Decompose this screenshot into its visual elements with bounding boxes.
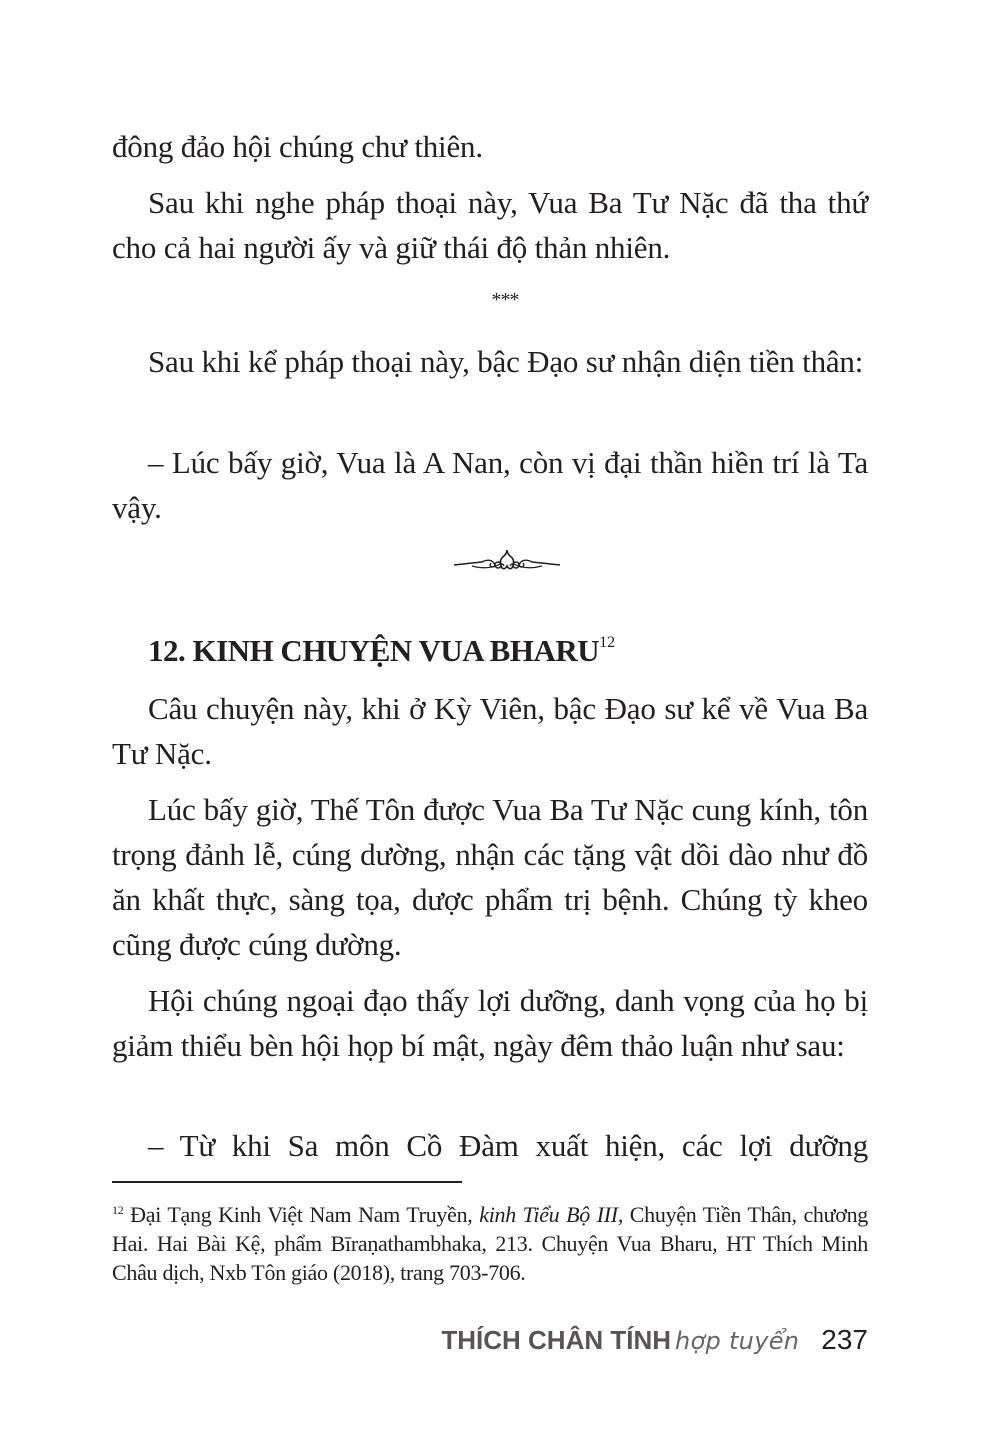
footnote-ref-link[interactable]: 12	[599, 634, 616, 651]
footnote-number: 12	[112, 1203, 124, 1217]
page-footer	[441, 1322, 868, 1359]
paragraph-continuation: đông đảo hội chúng chư thiên.	[112, 129, 483, 164]
page-number: 237	[821, 1324, 868, 1355]
flourish-divider-icon	[452, 548, 562, 578]
section-heading	[148, 628, 615, 673]
paragraph-intro: Câu chuyện này, khi ở Kỳ Viên, bậc Đạo sư kể về Vua Ba Tư Nặc.	[112, 691, 868, 771]
footnote-italic-title: kinh Tiểu Bộ III	[479, 1202, 618, 1227]
paragraph-identification: Sau khi kể pháp thoại này, bậc Đạo sư nhận diện tiền thân:	[148, 344, 864, 379]
footer-subtitle: hợp tuyển	[675, 1327, 800, 1355]
paragraph-forgiveness: Sau khi nghe pháp thoại này, Vua Ba Tư Nặc đã tha thứ cho cả hai người ấy và giữ thái độ thản nhiên.	[112, 185, 868, 265]
section-separator-stars: ***	[491, 289, 519, 311]
footnote-source: Đại Tạng Kinh Việt Nam Nam Truyền,	[130, 1202, 480, 1227]
paragraph-heretics-quote: – Từ khi Sa môn Cồ Đàm xuất hiện, các lợi dưỡng	[148, 1128, 868, 1163]
paragraph-veneration: Lúc bấy giờ, Thế Tôn được Vua Ba Tư Nặc cung kính, tôn trọng đảnh lễ, cúng dường, nhận các tặng vật dồi dào như đồ ăn khất thực, sàng tọa, dược phẩm trị bệnh. Chúng tỳ kheo cũng được cúng dường.	[112, 792, 868, 962]
section-heading-text: 12. KINH CHUYỆN VUA BHARU	[148, 633, 600, 668]
footnote-details: , Chuyện Tiền Thân, chương Hai. Hai Bài Kệ, phẩm Bīraṇathambhaka, 213. Chuyện Vua Bharu, HT Thích Minh Châu dịch, Nxb Tôn giáo (2018), trang 703-706.	[112, 1202, 868, 1285]
paragraph-quote: – Lúc bấy giờ, Vua là A Nan, còn vị đại thần hiền trí là Ta vậy.	[112, 445, 868, 525]
footnote-divider	[112, 1181, 462, 1183]
footnote	[112, 1200, 868, 1287]
footer-author: THÍCH CHÂN TÍNH	[441, 1325, 672, 1355]
paragraph-heretics: Hội chúng ngoại đạo thấy lợi dưỡng, danh vọng của họ bị giảm thiểu bèn hội họp bí mật, ngày đêm thảo luận như sau:	[112, 983, 868, 1063]
